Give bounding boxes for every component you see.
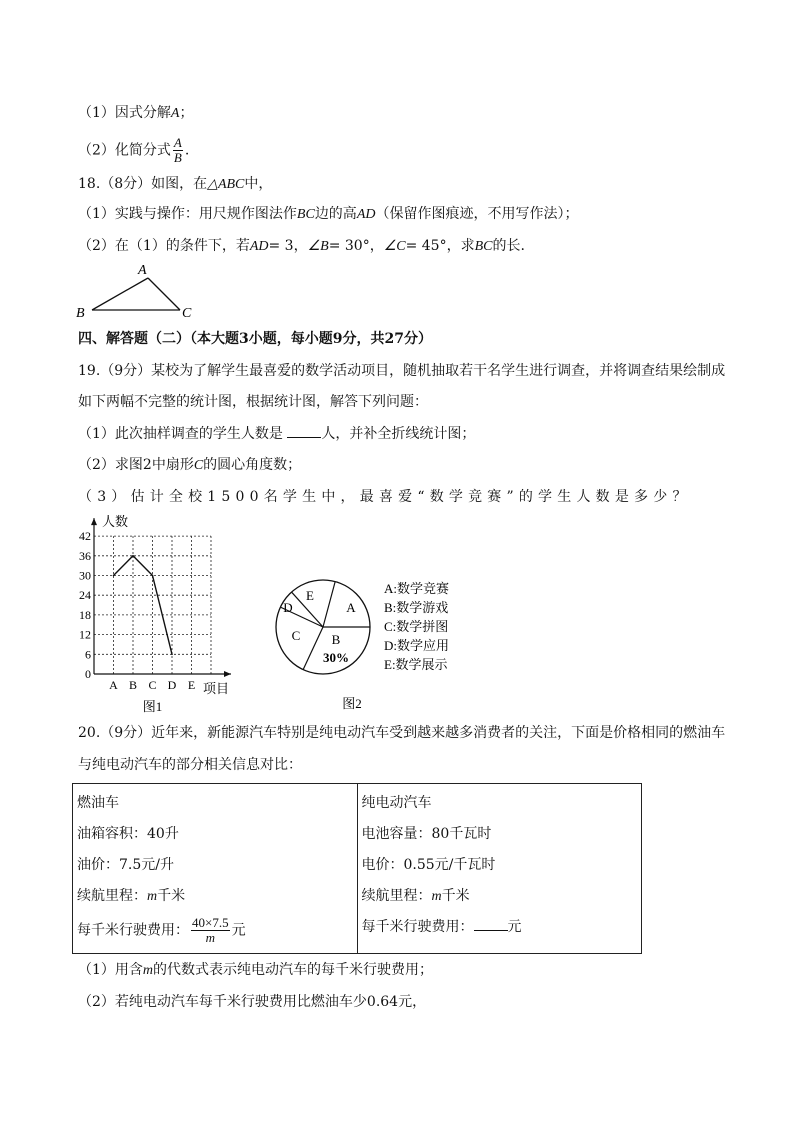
value: = 45°，求 (405, 238, 475, 254)
y-tick-label: 0 (85, 667, 91, 681)
answer-blank (287, 425, 321, 438)
vertex-label-b: B (76, 306, 85, 321)
ev-title: 纯电动汽车 (361, 795, 432, 811)
var-c: C (193, 458, 204, 473)
punct: 中， (244, 176, 273, 192)
fraction-fuel-cost (191, 916, 230, 945)
vertex-label-c: C (182, 306, 192, 321)
x-tick-label: B (128, 678, 138, 692)
ev-range (362, 881, 638, 912)
var-m: m (147, 889, 158, 904)
q19-part1 (78, 425, 475, 443)
pie-slice-value: 30% (323, 650, 349, 665)
text: 每千米行驶费用： (77, 922, 189, 939)
triangle-abc: △ABC (207, 177, 245, 192)
y-tick-label: 12 (79, 627, 91, 642)
x-tick-label: D (167, 678, 177, 692)
text: （1）实践与操作：用尺规作图法作 (78, 206, 297, 222)
x-axis-label: 项目 (203, 681, 230, 696)
table-cell-electric-car (357, 784, 642, 954)
data-point (152, 575, 154, 577)
fraction-denominator: m (205, 930, 215, 945)
x-tick-label: E (187, 678, 196, 692)
value: = 3， (268, 238, 308, 254)
q20-part1 (78, 961, 433, 980)
var-bc: BC (474, 239, 493, 254)
value: = 30°， (328, 238, 384, 254)
q17-part2-text: （2）化简分式 (78, 142, 171, 159)
fraction-denominator: B (173, 150, 182, 165)
text: 的长. (492, 238, 525, 254)
text: 的代数式表示纯电动汽车的每千米行驶费用； (153, 962, 434, 978)
text: 每千米行驶费用： (361, 919, 474, 935)
legend-entry: E:数学展示 (384, 657, 448, 672)
y-tick-label: 30 (79, 568, 91, 583)
figure-caption: 图2 (342, 696, 362, 711)
section-header: 四、解答题（二）（本大题3小题，每小题9分，共27分） (78, 331, 432, 347)
ev-price: 电价：0.55元/千瓦时 (361, 857, 496, 873)
side-ab (92, 278, 148, 310)
q20-line1: 20.（9分）近年来，新能源汽车特别是纯电动汽车受到越来越多消费者的关注，下面是价格相同的燃油车 (78, 725, 726, 741)
fraction-numerator: A (173, 135, 182, 150)
table-row (73, 784, 642, 954)
y-tick-label: 18 (79, 607, 91, 622)
side-ac (148, 278, 180, 310)
x-tick-label: A (109, 678, 118, 692)
text: 续航里程： (361, 888, 432, 904)
data-point (132, 555, 134, 557)
y-tick-label: 24 (79, 588, 91, 603)
ev-cost (362, 912, 638, 943)
legend-entry: B:数学游戏 (384, 600, 449, 615)
q18-part2 (78, 237, 525, 256)
q20-part2: （2）若纯电动汽车每千米行驶费用比燃油车少0.64元， (78, 994, 427, 1010)
q19-line1: 19.（9分）某校为了解学生最喜爱的数学活动项目，随机抽取若干名学生进行调查，并将调查结果绘制成 (78, 363, 726, 379)
data-point (113, 575, 115, 577)
pie-slice-label: D (283, 600, 293, 615)
q17-part1-text: （1）因式分解 (78, 105, 171, 121)
text: 边的高 (314, 206, 357, 222)
text: 元 (231, 922, 246, 939)
q17-part1 (78, 104, 193, 123)
y-tick-label: 36 (79, 548, 91, 563)
text: 元 (507, 919, 522, 935)
var-ad: AD (356, 207, 376, 222)
q20-line2: 与纯电动汽车的部分相关信息对比： (78, 757, 302, 773)
fuel-capacity: 油箱容积：40升 (77, 826, 179, 842)
legend-entry: A:数学竞赛 (384, 581, 450, 596)
answer-blank (474, 918, 508, 931)
y-axis-arrow (91, 518, 97, 525)
text: 人，并补全折线统计图； (321, 426, 476, 442)
y-tick-label: 42 (79, 529, 91, 544)
text: （1）此次抽样调查的学生人数是 (78, 426, 283, 442)
x-axis-arrow (224, 671, 231, 677)
fuel-title: 燃油车 (77, 795, 119, 811)
fuel-range (77, 881, 353, 912)
text: （2）在（1）的条件下，若 (78, 238, 250, 254)
q17-part2 (78, 136, 189, 165)
fuel-cost (77, 912, 353, 947)
pie-slice-label: E (306, 588, 314, 603)
legend-entry: C:数学拼图 (384, 619, 449, 634)
text: 续航里程： (77, 888, 147, 904)
text: （保留作图痕迹，不用写作法）； (375, 206, 579, 222)
comparison-table (72, 783, 642, 954)
text: （1）用含 (78, 962, 143, 978)
text: （2）求图2中扇形 (78, 457, 194, 473)
table-cell-fuel-car (73, 784, 358, 954)
text: 千米 (157, 888, 186, 904)
vertex-label-a: A (138, 263, 147, 278)
pie-slice-label: C (291, 628, 301, 643)
q19-part2 (78, 456, 301, 475)
q18-head-text: 18.（8分）如图，在 (78, 176, 208, 192)
pie-slice-label: B (331, 632, 341, 647)
punct: . (184, 142, 190, 159)
var-m: m (431, 889, 442, 904)
angle-b: ∠B (307, 239, 329, 254)
text: 千米 (441, 888, 470, 904)
var-ad: AD (249, 239, 269, 254)
q19-line2: 如下两幅不完整的统计图，根据统计图，解答下列问题： (78, 394, 428, 410)
angle-c: ∠C (383, 239, 406, 254)
pie-slice-label: A (346, 600, 356, 615)
var-m: m (142, 963, 154, 978)
y-tick-label: 6 (85, 647, 91, 662)
x-tick-label: C (148, 678, 157, 692)
fuel-price: 油价：7.5元/升 (77, 857, 174, 873)
data-point (171, 654, 173, 656)
line-chart-figure (66, 510, 246, 715)
text: 的圆心角度数； (203, 457, 302, 473)
fraction-a-over-b (173, 136, 183, 165)
punct: ； (179, 105, 194, 121)
q18-head (78, 175, 272, 194)
q19-part3: （3）估计全校1500名学生中，最喜爱“数学竞赛”的学生人数是多少？ (78, 489, 692, 505)
pie-chart-figure (266, 570, 466, 715)
var-bc: BC (296, 207, 315, 222)
q18-part1 (78, 205, 578, 224)
triangle-figure (70, 260, 210, 322)
series-line (114, 556, 173, 655)
fraction-numerator: 40×7.5 (192, 915, 229, 930)
ev-capacity: 电池容量：80千瓦时 (361, 826, 492, 842)
var-a: A (170, 106, 180, 121)
y-axis-label: 人数 (102, 514, 129, 530)
legend-entry: D:数学应用 (384, 638, 450, 653)
figure-caption: 图1 (142, 699, 163, 714)
